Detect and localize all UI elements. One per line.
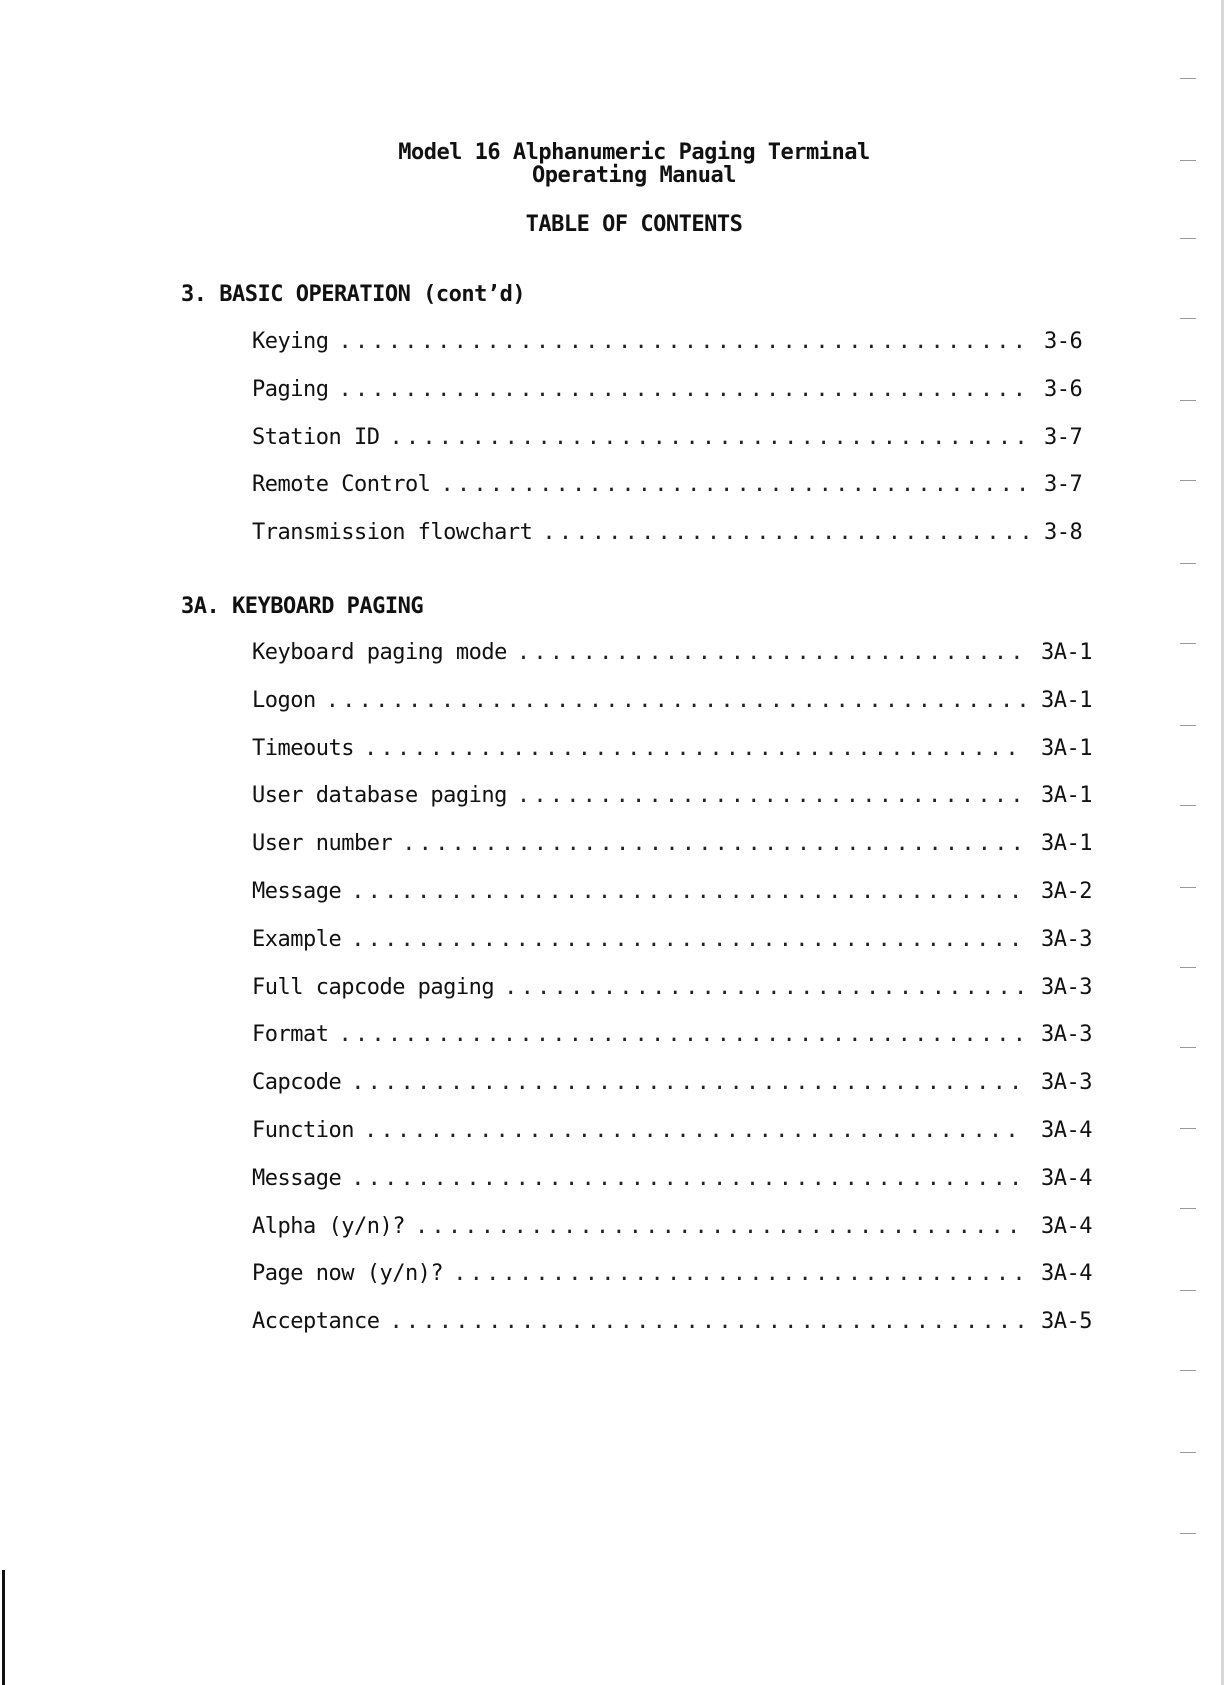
toc-entry-label: Timeouts [252, 735, 354, 761]
toc-entry-label: User database paging [252, 783, 507, 809]
dot-leader [351, 927, 1027, 952]
dot-leader [440, 472, 1030, 497]
document-subtitle: Operating Manual [532, 163, 736, 188]
scan-tick-mark [1180, 318, 1196, 319]
toc-entry-page: 3A-1 [1041, 640, 1092, 665]
toc-entry[interactable] [252, 1309, 1092, 1357]
toc-entry-label: Example [252, 926, 342, 952]
toc-entry-label: Message [252, 1165, 342, 1191]
toc-list-keyboard-paging [252, 640, 1092, 1357]
toc-entry[interactable] [252, 927, 1092, 975]
dot-leader [364, 1118, 1027, 1143]
toc-entry-page: 3A-3 [1041, 1070, 1092, 1096]
dot-leader [402, 831, 1027, 856]
toc-entry-page: 3A-1 [1041, 687, 1092, 713]
dot-leader [504, 975, 1027, 1000]
toc-entry-label: Page now (y/n)? [252, 1261, 444, 1287]
scan-tick-mark [1180, 480, 1196, 481]
toc-entry-label: Format [252, 1022, 329, 1048]
dot-leader [453, 1261, 1027, 1286]
scan-tick-mark [1180, 1047, 1196, 1048]
toc-entry[interactable] [252, 472, 1092, 520]
dot-leader [415, 1214, 1027, 1239]
document-title: Model 16 Alphanumeric Paging Terminal [398, 140, 870, 165]
scan-tick-mark [1180, 1370, 1196, 1371]
section-heading-keyboard-paging: 3A. KEYBOARD PAGING [181, 594, 424, 619]
scan-tick-mark [1180, 78, 1196, 79]
dot-leader [338, 329, 1030, 354]
scan-tick-mark [1180, 725, 1196, 726]
toc-entry[interactable] [252, 736, 1092, 784]
toc-entry[interactable] [252, 640, 1092, 688]
toc-entry[interactable] [252, 1118, 1092, 1166]
dot-leader [338, 1022, 1027, 1047]
toc-entry-label: Remote Control [252, 472, 431, 498]
toc-entry[interactable] [252, 975, 1092, 1023]
toc-entry-label: Paging [252, 376, 329, 402]
toc-entry[interactable] [252, 1022, 1092, 1070]
toc-entry[interactable] [252, 783, 1092, 831]
toc-entry[interactable] [252, 1070, 1092, 1118]
toc-entry-page: 3A-3 [1041, 974, 1092, 1000]
dot-leader [326, 688, 1027, 713]
toc-entry[interactable] [252, 377, 1092, 425]
toc-entry-page: 3A-4 [1041, 1213, 1092, 1239]
toc-entry-page: 3A-1 [1041, 783, 1092, 809]
toc-entry-page: 3A-3 [1041, 926, 1092, 952]
toc-entry[interactable] [252, 879, 1092, 927]
toc-entry-page: 3-7 [1044, 424, 1083, 450]
dot-leader [351, 1070, 1027, 1095]
scan-tick-mark [1180, 1452, 1196, 1453]
toc-entry[interactable] [252, 688, 1092, 736]
toc-entry-label: Keying [252, 329, 329, 354]
scan-tick-mark [1180, 1290, 1196, 1291]
toc-heading: TABLE OF CONTENTS [525, 212, 743, 237]
scan-tick-mark [1180, 160, 1196, 161]
scan-tick-mark [1180, 563, 1196, 564]
scan-binding-mark [2, 1570, 5, 1685]
dot-leader [517, 783, 1027, 808]
toc-list-basic-operation [252, 329, 1092, 568]
toc-entry-label: Logon [252, 687, 316, 713]
dot-leader [389, 1309, 1027, 1334]
toc-entry[interactable] [252, 520, 1092, 568]
dot-leader [517, 640, 1027, 665]
toc-entry-label: Transmission flowchart [252, 520, 533, 546]
toc-entry-page: 3A-2 [1041, 878, 1092, 904]
toc-entry-page: 3A-5 [1041, 1309, 1092, 1335]
toc-entry-label: Function [252, 1117, 354, 1143]
toc-entry-label: Acceptance [252, 1309, 380, 1335]
toc-entry-label: Alpha (y/n)? [252, 1213, 405, 1239]
toc-entry-page: 3A-4 [1041, 1261, 1092, 1287]
toc-entry[interactable] [252, 329, 1092, 377]
dot-leader [542, 520, 1030, 545]
scan-tick-mark [1180, 1128, 1196, 1129]
toc-entry-label: Full capcode paging [252, 974, 495, 1000]
toc-entry-page: 3A-4 [1041, 1117, 1092, 1143]
scan-tick-mark [1180, 967, 1196, 968]
scan-tick-mark [1180, 643, 1196, 644]
dot-leader [351, 1166, 1027, 1191]
section-heading-basic-operation: 3. BASIC OPERATION (cont’d) [181, 282, 526, 307]
dot-leader [351, 879, 1027, 904]
scan-tick-mark [1180, 887, 1196, 888]
toc-entry-label: Capcode [252, 1070, 342, 1096]
dot-leader [389, 425, 1030, 450]
toc-entry-page: 3-7 [1044, 472, 1083, 498]
toc-entry-page: 3-6 [1044, 376, 1083, 402]
toc-entry[interactable] [252, 831, 1092, 879]
toc-entry[interactable] [252, 425, 1092, 473]
scan-tick-mark [1180, 805, 1196, 806]
toc-entry[interactable] [252, 1261, 1092, 1309]
toc-entry-page: 3A-1 [1041, 831, 1092, 857]
scan-tick-mark [1180, 1208, 1196, 1209]
toc-entry-page: 3-6 [1044, 329, 1083, 354]
toc-entry-page: 3A-4 [1041, 1165, 1092, 1191]
toc-entry[interactable] [252, 1214, 1092, 1262]
toc-entry-label: Message [252, 878, 342, 904]
toc-entry-page: 3A-3 [1041, 1022, 1092, 1048]
dot-leader [338, 377, 1030, 402]
toc-entry-page: 3-8 [1044, 520, 1083, 546]
toc-entry-label: Keyboard paging mode [252, 640, 507, 665]
scan-tick-mark [1180, 400, 1196, 401]
dot-leader [364, 736, 1027, 761]
toc-entry-label: Station ID [252, 424, 380, 450]
toc-entry[interactable] [252, 1166, 1092, 1214]
scan-tick-mark [1180, 238, 1196, 239]
toc-entry-page: 3A-1 [1041, 735, 1092, 761]
scan-tick-mark [1180, 1533, 1196, 1534]
toc-entry-label: User number [252, 831, 393, 857]
